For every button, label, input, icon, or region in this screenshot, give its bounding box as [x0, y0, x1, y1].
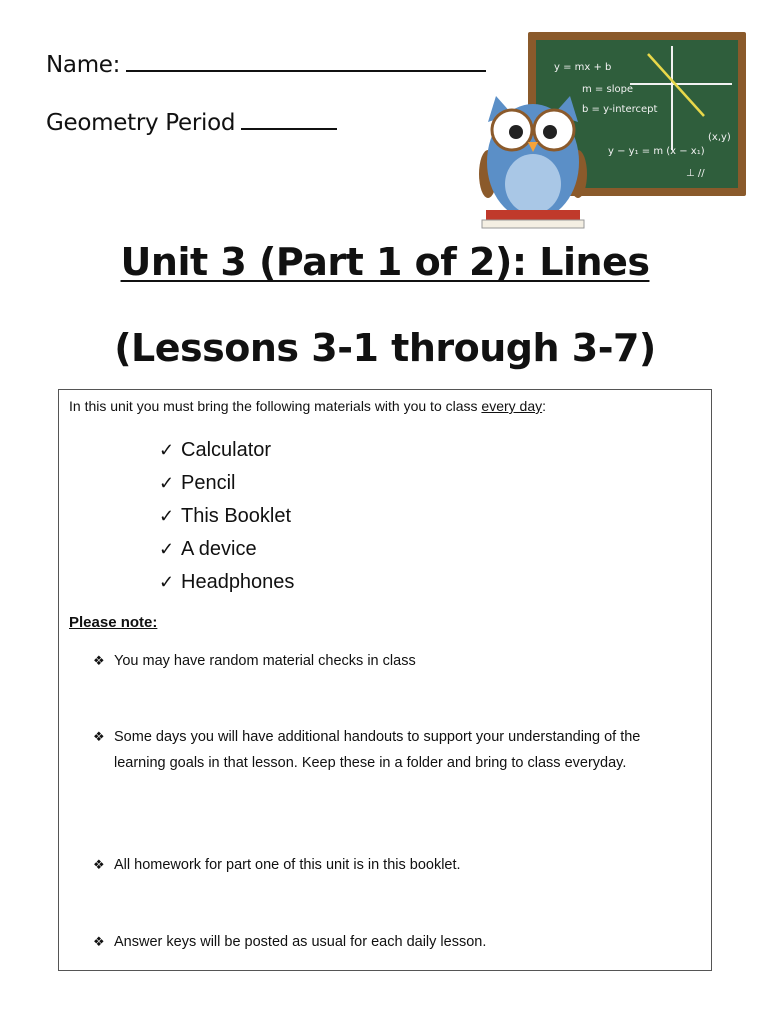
- please-note-heading: Please note:: [69, 614, 158, 631]
- checkmark-icon: ✓: [159, 506, 175, 526]
- chalk-line-6: ⊥ //: [686, 168, 705, 179]
- owl-icon: [478, 92, 588, 230]
- note-item: ❖ All homework for part one of this unit is in this booklet.: [93, 852, 693, 878]
- checkmark-icon: ✓: [159, 572, 175, 592]
- list-item: ✓ Headphones: [159, 566, 294, 599]
- list-item: ✓ Calculator: [159, 434, 294, 467]
- chalk-line-1: y = mx + b: [554, 62, 612, 73]
- name-label: Name:: [46, 52, 121, 78]
- checkmark-icon: ✓: [159, 473, 175, 493]
- materials-box: [58, 389, 712, 971]
- list-item: ✓ This Booklet: [159, 500, 294, 533]
- materials-checklist: [159, 434, 294, 599]
- name-field[interactable]: [46, 52, 486, 78]
- note-item: ❖ Answer keys will be posted as usual for each daily lesson.: [93, 929, 693, 955]
- chalk-line-3: b = y-intercept: [582, 104, 658, 115]
- period-label: Geometry Period: [46, 110, 236, 136]
- diamond-bullet-icon: ❖: [93, 729, 105, 744]
- diamond-bullet-icon: ❖: [93, 857, 105, 872]
- materials-intro: In this unit you must bring the following materials with you to class every day:: [69, 398, 547, 414]
- period-field[interactable]: [46, 110, 337, 136]
- checkmark-icon: ✓: [159, 440, 175, 460]
- chalk-line-4: (x,y): [708, 132, 731, 143]
- note-item: ❖ Some days you will have additional handouts to support your understanding of the learning goals in that lesson. Keep these in a folder and bring to class everyday.: [93, 724, 693, 776]
- page-title: Unit 3 (Part 1 of 2): Lines: [120, 240, 650, 284]
- period-blank-line[interactable]: [241, 110, 337, 130]
- every-day-emphasis: every day: [481, 398, 543, 414]
- checkmark-icon: ✓: [159, 539, 175, 559]
- list-item: ✓ A device: [159, 533, 294, 566]
- chalk-line-2: m = slope: [582, 84, 634, 95]
- name-blank-line[interactable]: [126, 52, 486, 72]
- diamond-bullet-icon: ❖: [93, 934, 105, 949]
- diamond-bullet-icon: ❖: [93, 653, 105, 668]
- page-subtitle: (Lessons 3-1 through 3-7): [114, 326, 656, 370]
- list-item: ✓ Pencil: [159, 467, 294, 500]
- note-item: ❖ You may have random material checks in class: [93, 648, 693, 674]
- chalk-line-5: y − y₁ = m (x − x₁): [608, 146, 705, 157]
